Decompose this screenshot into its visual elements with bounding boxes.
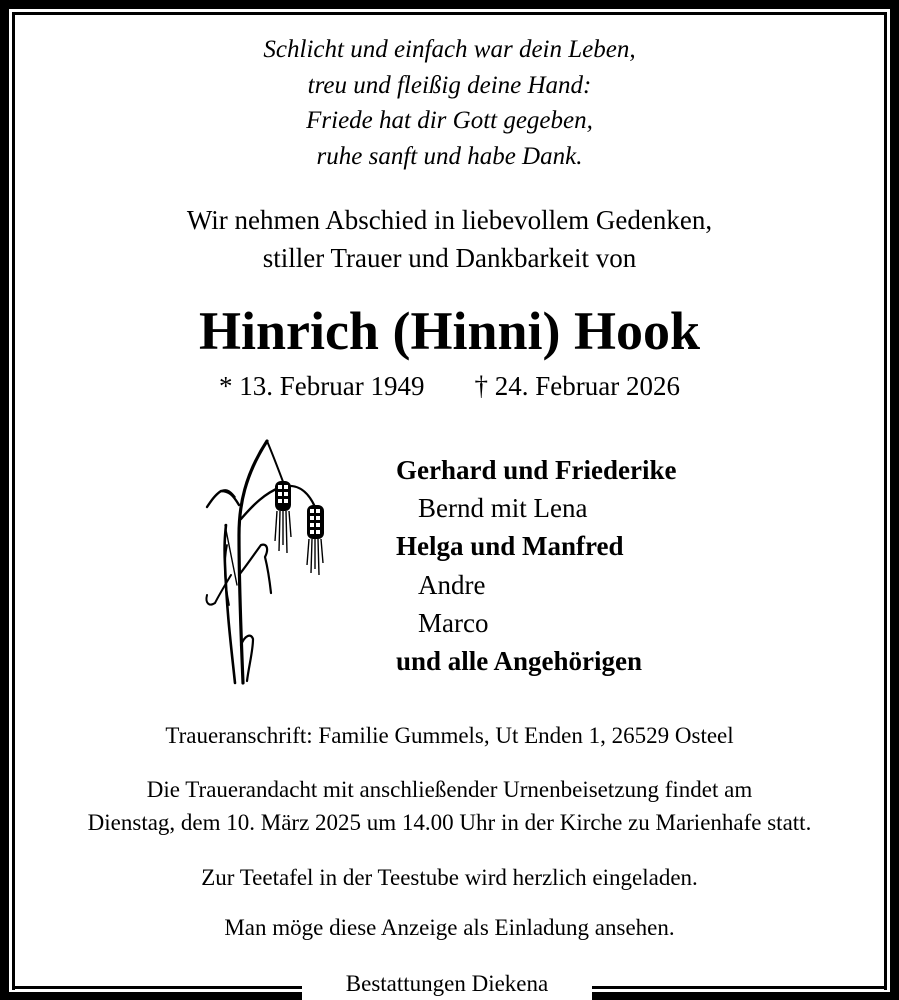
mourner-name: Bernd mit Lena [418, 493, 588, 524]
service-details [15, 773, 884, 839]
undertaker-name: Bestattungen Diekena [345, 971, 549, 996]
grass-stalk-icon [195, 425, 335, 687]
birth-date: * 13. Februar 1949 [219, 371, 425, 401]
bottom-rule-right [592, 986, 899, 1000]
mourner-name: Andre [418, 569, 486, 600]
service-line: Dienstag, dem 10. März 2025 um 14.00 Uhr in der Kirche zu Marienhafe statt. [87, 810, 812, 835]
life-dates [15, 368, 884, 404]
intro-text [15, 201, 884, 277]
intro-line: stiller Trauer und Dankbarkeit von [262, 243, 637, 273]
bottom-rule-thick-line [592, 992, 899, 1000]
mourner-group: und alle Angehörigen [396, 646, 643, 677]
mourner-group: Helga und Manfred [396, 531, 624, 562]
death-date: † 24. Februar 2026 [474, 371, 680, 401]
poem-line: treu und fleißig deine Hand: [307, 71, 592, 99]
mourner-group: Gerhard und Friederike [396, 455, 677, 485]
bottom-rule-thin-line [12, 986, 302, 989]
deceased-name: Hinrich (Hinni) Hook [198, 301, 701, 361]
poem [15, 32, 884, 174]
poem-line: Schlicht und einfach war dein Leben, [263, 36, 636, 63]
mourner-name: Marco [418, 607, 489, 638]
poem-line: ruhe sanft und habe Dank. [316, 142, 583, 170]
mourners-list [396, 451, 676, 680]
bottom-rule-thick-line [0, 992, 302, 1000]
bottom-rule-left [0, 986, 302, 1000]
tea-note: Zur Teetafel in der Teestube wird herzlich eingeladen. [201, 865, 698, 890]
intro-line: Wir nehmen Abschied in liebevollem Gedenken, [186, 205, 713, 235]
bottom-rule-thin-line [592, 986, 887, 989]
service-line: Die Trauerandacht mit anschließender Urnenbeisetzung findet am [146, 777, 753, 802]
invitation-note: Man möge diese Anzeige als Einladung ansehen. [224, 915, 675, 940]
poem-line: Friede hat dir Gott gegeben, [306, 107, 593, 134]
mourning-address: Traueranschrift: Familie Gummels, Ut Enden 1, 26529 Osteel [165, 723, 734, 748]
